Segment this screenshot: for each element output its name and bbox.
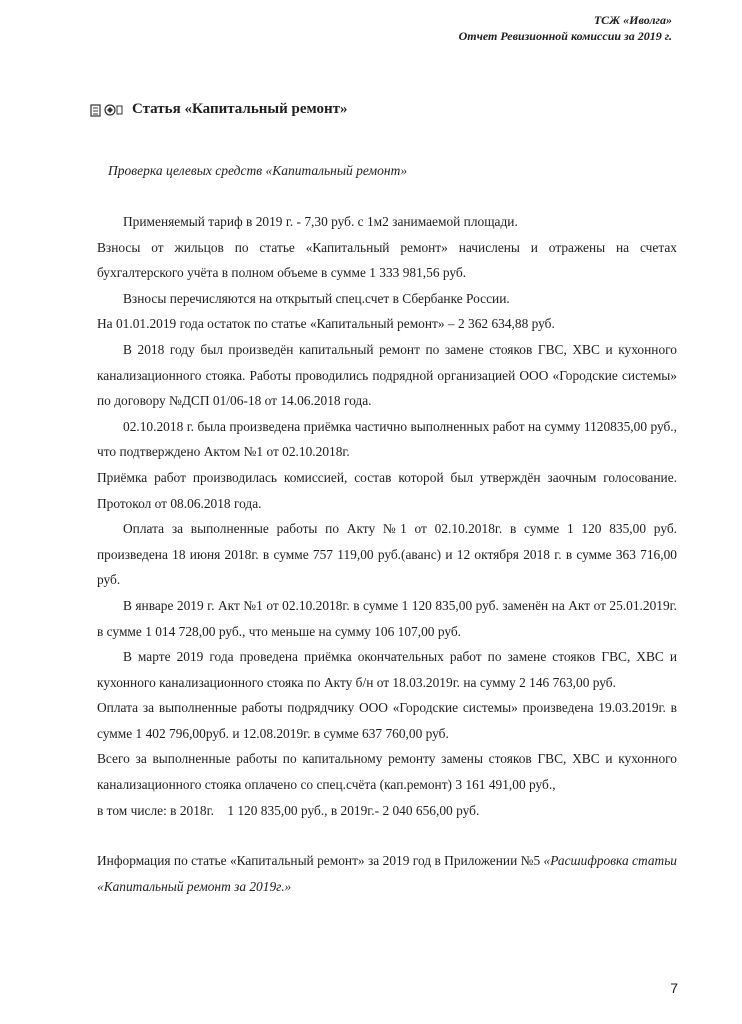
appendix-info-text: Информация по статье «Капитальный ремонт» за 2019 год в Приложении №5 xyxy=(97,853,544,869)
header-report-title: Отчет Ревизионной комиссии за 2019 г. xyxy=(458,29,672,43)
paragraph-breakdown: в том числе: в 2018г. 1 120 835,00 руб., в 2019г.- 2 040 656,00 руб. xyxy=(97,802,480,818)
paragraph-payment-act1: Оплата за выполненные работы по Акту №1 от 02.10.2018г. в сумме 1 120 835,00 руб. произведена 18 июня 2018г. в сумме 757 119,00 руб.(аванс) и 12 октября 2018 г. в сумме 363 716,00 руб. xyxy=(97,521,677,588)
paragraph-contributions: Взносы от жильцов по статье «Капитальный ремонт» начислены и отражены на счетах бухгалтерского учёта в полном объеме в сумме 1 333 981,56 руб. xyxy=(97,239,677,281)
header-org: ТСЖ «Иволга» xyxy=(593,13,672,27)
section-title: Статья «Капитальный ремонт» xyxy=(132,101,348,117)
paragraph-contractor-payment: Оплата за выполненные работы подрядчику ООО «Городские системы» произведена 19.03.2019г. в сумме 1 402 796,00руб. и 12.08.2019г. в сумме 637 760,00 руб. xyxy=(97,700,677,741)
appendix-reference: «Расшифровка статьи «Капитальный ремонт за 2019г.» xyxy=(97,853,677,894)
paragraph-commission: Приёмка работ производилась комиссией, состав которой был утверждён заочным голосование. Протокол от 08.06.2018 года. xyxy=(97,469,677,511)
paragraph-repair-2018: В 2018 году был произведён капитальный ремонт по замене стояков ГВС, ХВС и кухонного канализационного стояка. Работы проводились подрядной организацией ООО «Городские системы» по договору №ДСП 01/06-18 от 14.06.2018 года. xyxy=(97,341,677,409)
document-icon xyxy=(90,102,124,118)
paragraph-transfer: Взносы перечисляются на открытый спец.счет в Сбербанке России. xyxy=(123,290,510,306)
page-header xyxy=(459,12,672,44)
paragraph-opening-balance: На 01.01.2019 года остаток по статье «Капитальный ремонт» – 2 362 634,88 руб. xyxy=(97,316,555,332)
paragraph-act-replacement: В январе 2019 г. Акт №1 от 02.10.2018г. в сумме 1 120 835,00 руб. заменён на Акт от 25.01.2019г. в сумме 1 014 728,00 руб., что меньше на сумму 106 107,00 руб. xyxy=(97,597,677,639)
paragraph-appendix-info xyxy=(97,848,677,899)
section-subtitle: Проверка целевых средств «Капитальный ремонт» xyxy=(108,163,408,178)
report-body xyxy=(97,209,677,899)
paragraph-tariff: Применяемый тариф в 2019 г. - 7,30 руб. с 1м2 занимаемой площади. xyxy=(123,214,518,229)
section-heading xyxy=(90,101,348,118)
page-number: 7 xyxy=(670,980,678,996)
paragraph-total-paid: Всего за выполненные работы по капитальному ремонту замены стояков ГВС, ХВС и кухонного канализационного стояка оплачено со спец.счёта (кап.ремонт) 3 161 491,00 руб., xyxy=(97,751,677,793)
paragraph-acceptance-partial: 02.10.2018 г. была произведена приёмка частично выполненных работ на сумму 1120835,00 руб., что подтверждено Актом №1 от 02.10.2018г. xyxy=(97,418,677,460)
paragraph-final-acceptance: В марте 2019 года проведена приёмка окончательных работ по замене стояков ГВС, ХВС и кухонного канализационного стояка по Акту б/н от 18.03.2019г. на сумму 2 146 763,00 руб. xyxy=(97,649,677,690)
